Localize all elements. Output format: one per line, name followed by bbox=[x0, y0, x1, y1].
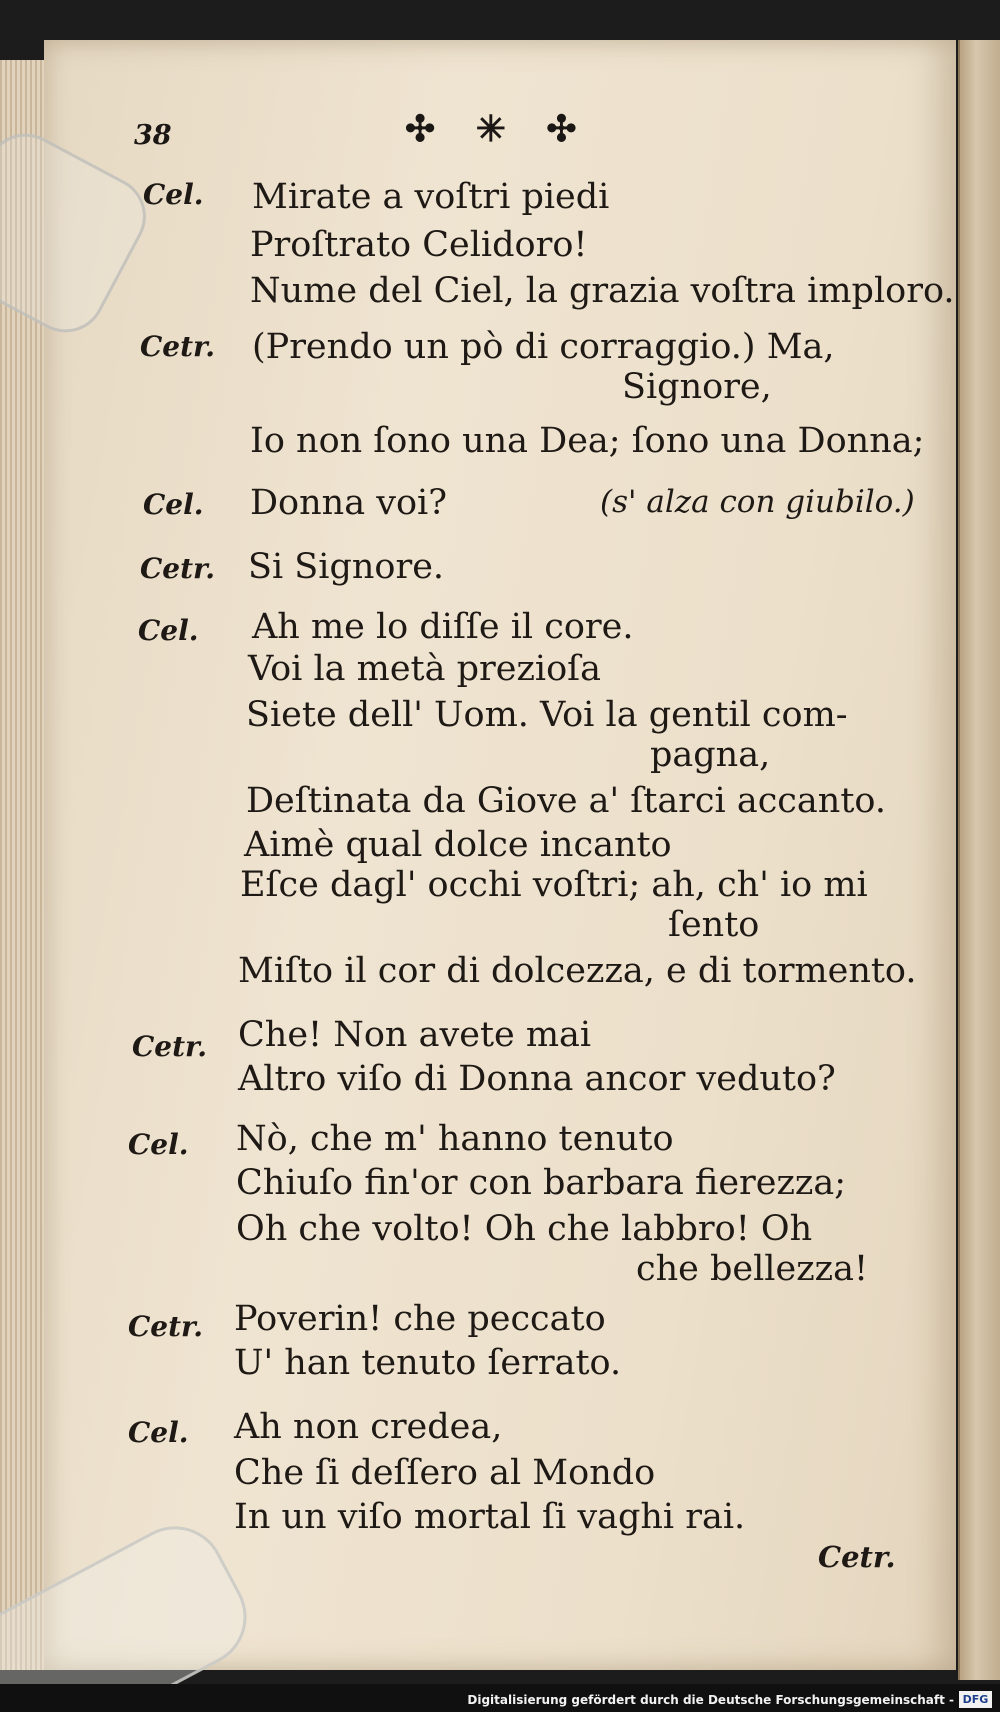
verse-line: Si Signore. bbox=[248, 547, 445, 587]
verse-line: Nume del Ciel, la grazia voſtra imploro. bbox=[250, 271, 955, 311]
verse-line: Signore, bbox=[622, 367, 772, 407]
header-ornament: ✣ ✳ ✣ bbox=[405, 108, 591, 150]
verse-line: Voi la metà prezioſa bbox=[248, 649, 601, 689]
verse-line: U' han tenuto ſerrato. bbox=[234, 1343, 622, 1383]
speaker-label: Cel. bbox=[143, 178, 204, 211]
verse-line: Chiuſo fin'or con barbara fierezza; bbox=[236, 1163, 847, 1203]
speaker-label: Cel. bbox=[138, 614, 199, 647]
next-page-edge bbox=[958, 40, 1000, 1680]
verse-line: Mirate a voſtri piedi bbox=[252, 177, 610, 217]
verse-line: Eſce dagl' occhi voſtri; ah, ch' io mi bbox=[240, 865, 868, 905]
catchword: Cetr. bbox=[818, 1540, 896, 1574]
verse-line: Aimè qual dolce incanto bbox=[244, 825, 672, 865]
verse-line: Che ſi deſſero al Mondo bbox=[234, 1453, 656, 1493]
verse-line: (Prendo un pò di corraggio.) Ma, bbox=[252, 327, 835, 367]
dfg-logo: DFG bbox=[959, 1691, 992, 1708]
page-number: 38 bbox=[134, 120, 172, 151]
speaker-label: Cel. bbox=[128, 1416, 189, 1449]
verse-line: ſento bbox=[668, 905, 760, 945]
verse-line: Poverin! che peccato bbox=[234, 1299, 606, 1339]
speaker-label: Cetr. bbox=[128, 1310, 203, 1343]
verse-line: Nò, che m' hanno tenuto bbox=[236, 1119, 674, 1159]
speaker-label: Cel. bbox=[128, 1128, 189, 1161]
footer-bar bbox=[0, 1684, 1000, 1712]
digitization-credit: Digitalisierung gefördert durch die Deutsche Forschungsgemeinschaft - bbox=[467, 1693, 954, 1707]
stage-direction: (s' alza con giubilo.) bbox=[600, 484, 915, 520]
verse-line: Oh che volto! Oh che labbro! Oh bbox=[236, 1209, 813, 1249]
speaker-label: Cetr. bbox=[132, 1030, 207, 1063]
verse-line: pagna, bbox=[650, 735, 771, 775]
verse-line: Altro viſo di Donna ancor veduto? bbox=[238, 1059, 836, 1099]
verse-line: Donna voi? bbox=[250, 483, 448, 523]
verse-line: Proſtrato Celidoro! bbox=[250, 225, 588, 265]
verse-line: Io non ſono una Dea; ſono una Donna; bbox=[250, 421, 925, 461]
speaker-label: Cel. bbox=[143, 488, 204, 521]
verse-line: Miſto il cor di dolcezza, e di tormento. bbox=[238, 951, 917, 991]
verse-line: Ah non credea, bbox=[234, 1407, 503, 1447]
verse-line: che bellezza! bbox=[636, 1249, 869, 1289]
verse-line: Ah me lo diſſe il core. bbox=[252, 607, 634, 647]
verse-line: In un viſo mortal ſi vaghi rai. bbox=[234, 1497, 746, 1537]
verse-line: Siete dell' Uom. Voi la gentil com- bbox=[246, 695, 848, 735]
speaker-label: Cetr. bbox=[140, 552, 215, 585]
verse-line: Deſtinata da Giove a' ſtarci accanto. bbox=[246, 781, 886, 821]
speaker-label: Cetr. bbox=[140, 330, 215, 363]
verse-line: Che! Non avete mai bbox=[238, 1015, 592, 1055]
